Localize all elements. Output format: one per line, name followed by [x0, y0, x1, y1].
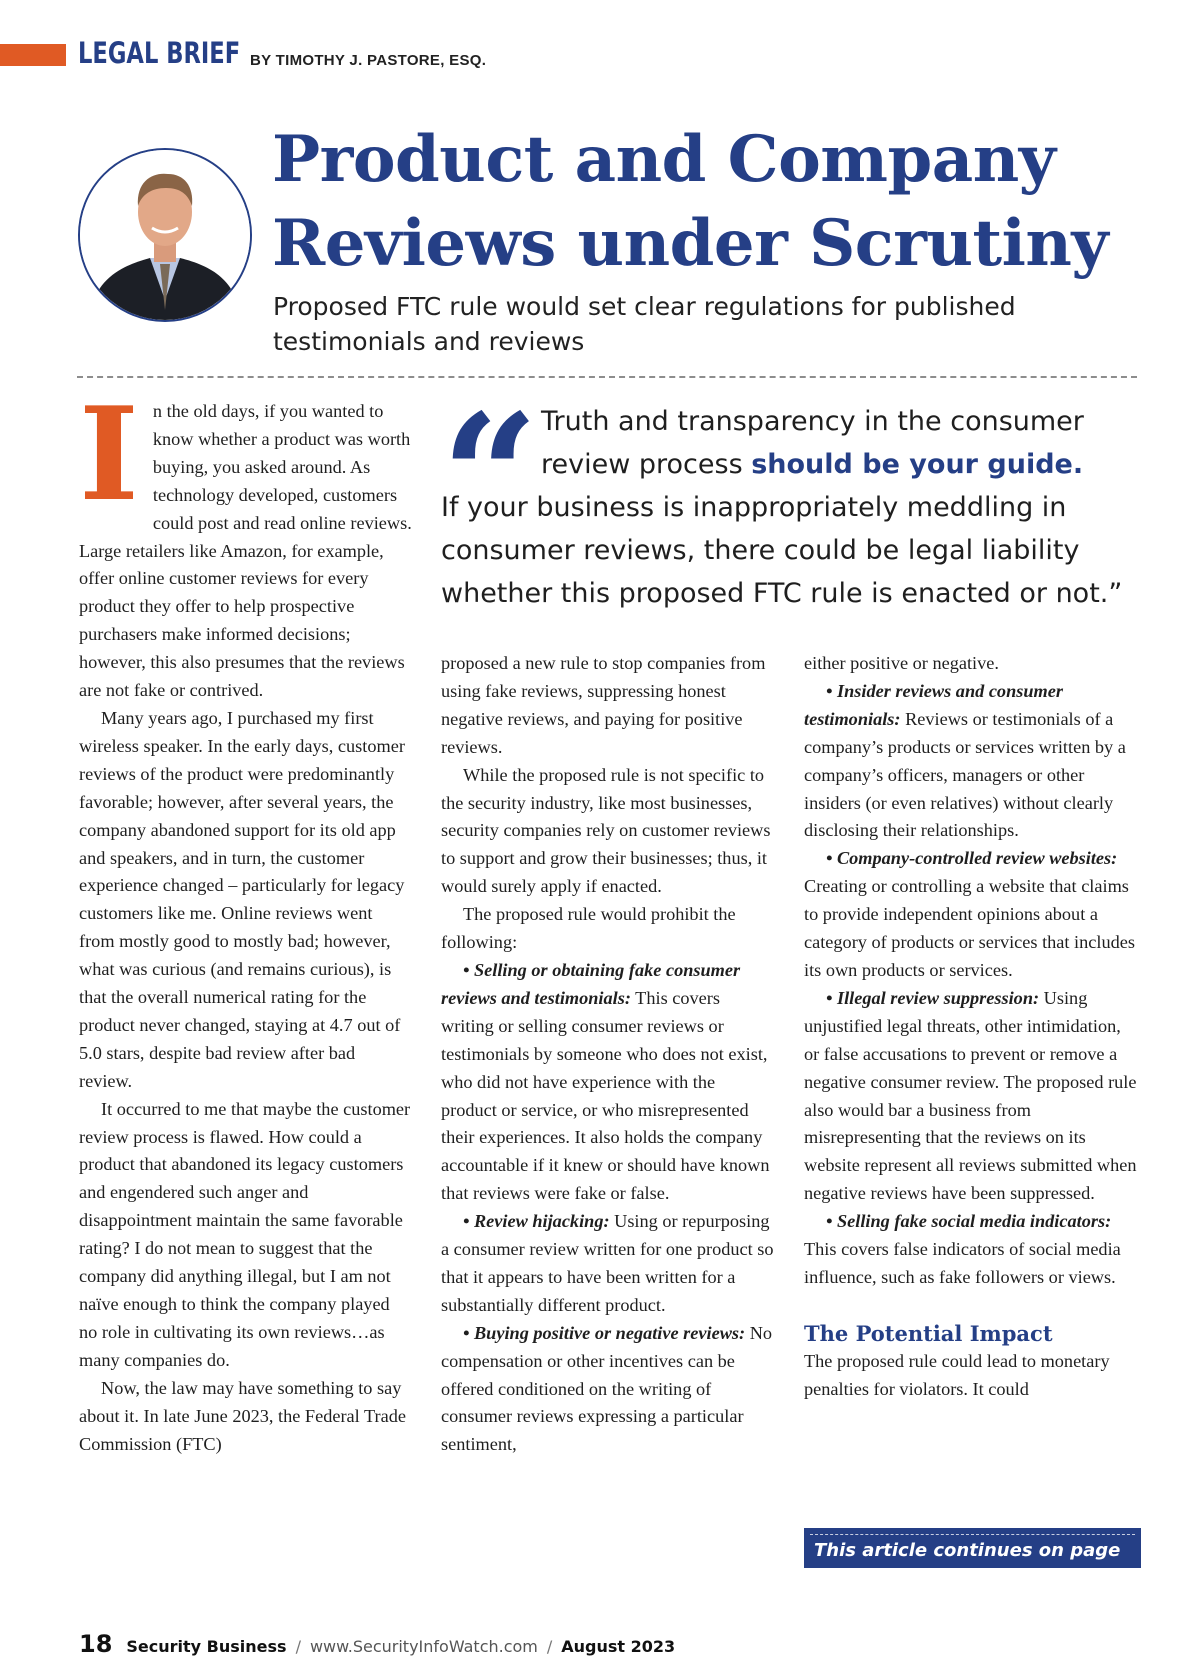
bullet-text: This covers false indicators of social media influence, such as fake followers or views. — [804, 1239, 1121, 1287]
bullet-text: Creating or controlling a website that claims to provide independent opinions about a category of products or services that includes its own products or services. — [804, 876, 1135, 980]
article-column-1 — [79, 380, 412, 1458]
bullet-item — [441, 957, 774, 1208]
paragraph: While the proposed rule is not specific to the security industry, like most businesses, security companies rely on customer reviews to support and grow their businesses; thus, it would surely apply if enacted. — [441, 764, 771, 897]
article-subtitle: Proposed FTC rule would set clear regulations for published testimonials and reviews — [273, 292, 1016, 356]
bullet-item — [441, 1320, 774, 1460]
paragraph: proposed a new rule to stop companies from using fake reviews, suppressing honest negative reviews, and paying for positive reviews. — [441, 653, 766, 757]
pull-quote-emphasis: should be your guide. — [751, 449, 1084, 480]
paragraph: The proposed rule would prohibit the following: — [441, 904, 736, 953]
article-title — [272, 118, 1172, 286]
bullet-text: This covers writing or selling consumer reviews or testimonials by someone who does not exist, who did not have experience with the product or service, or who misrepresented their experiences. It also holds the company accountable if it knew or should have known that reviews were fake or false. — [441, 987, 770, 1204]
article-column-3 — [804, 650, 1140, 1404]
bullet-item — [804, 845, 1140, 985]
author-photo — [78, 148, 252, 322]
website-url[interactable]: www.SecurityInfoWatch.com — [309, 1637, 538, 1656]
bullet-lead: • Illegal review suppression: — [826, 987, 1040, 1008]
pull-quote-text: If your business is inappropriately meddling in consumer reviews, there could be legal liability whether this proposed FTC rule is enacted or not.” — [441, 492, 1123, 609]
bullet-lead: • Insider reviews and consumer testimonials: — [804, 680, 1063, 729]
bullet-item — [804, 1208, 1140, 1292]
section-heading: The Potential Impact — [804, 1320, 1053, 1346]
footer-separator: / — [546, 1637, 553, 1656]
section-label: LEGAL BRIEF — [78, 36, 241, 70]
bullet-item — [441, 1208, 774, 1320]
title-line-2: Reviews under Scrutiny — [272, 206, 1109, 281]
page-footer — [79, 1630, 675, 1658]
bullet-lead: • Company-controlled review websites: — [826, 848, 1118, 869]
paragraph: The proposed rule could lead to monetary penalties for violators. It could — [804, 1350, 1110, 1399]
bullet-lead: • Review hijacking: — [463, 1211, 610, 1232]
issue-date: August 2023 — [561, 1637, 676, 1656]
article-column-2 — [441, 650, 774, 1459]
bullet-text: No compensation or other incentives can be offered conditioned on the writing of consumer reviews expressing a particular sentiment, — [441, 1322, 773, 1455]
bullet-item — [804, 985, 1140, 1208]
footer-separator: / — [295, 1637, 301, 1656]
title-line-1: Product and Company — [272, 122, 1056, 197]
accent-bar — [0, 44, 66, 66]
author-portrait-image — [80, 150, 250, 320]
paragraph: Now, the law may have something to say about it. In late June 2023, the Federal Trade Commission (FTC) — [79, 1377, 406, 1454]
divider — [77, 376, 1137, 378]
quote-mark-icon: “ — [441, 377, 539, 577]
pull-quote-text: review process — [541, 449, 752, 480]
pull-quote-line — [441, 443, 1161, 486]
bullet-lead: • Selling or obtaining fake consumer reviews and testimonials: — [441, 959, 741, 1008]
drop-cap: I — [79, 380, 139, 530]
paragraph: Many years ago, I purchased my first wireless speaker. In the early days, customer reviews of the product were predominantly favorable; however, after several years, the company abandoned support for its old app and speakers, and in turn, the customer experience changed – particularly for legacy customers like me. Online reviews went from mostly good to mostly bad; however, what was curious (and remains curious), is that the overall numerical rating for the product never changed, staying at 4.7 out of 5.0 stars, despite bad review after bad review. — [79, 707, 405, 1091]
bullet-lead: • Selling fake social media indicators: — [826, 1211, 1112, 1232]
pull-quote-line: Truth and transparency in the consumer — [541, 406, 1084, 437]
bullet-text: Reviews or testimonials of a company’s products or services written by a company’s officers, managers or other insiders (or even relatives) without clearly disclosing their relationships. — [804, 708, 1126, 841]
bullet-text: Using or repurposing a consumer review written for one product so that it appears to have been written for a substantially different product. — [441, 1211, 774, 1315]
paragraph: either positive or negative. — [804, 653, 999, 673]
bullet-lead: • Buying positive or negative reviews: — [463, 1322, 746, 1343]
bullet-text: Using unjustified legal threats, other intimidation, or false accusations to prevent or remove a negative consumer review. The proposed rule also would bar a business from misrepresenting that the reviews on its website represent all reviews submitted when negative reviews have been suppressed. — [804, 987, 1137, 1204]
paragraph: n the old days, if you wanted to know whether a product was worth buying, you asked around. As technology developed, customers could post and read online reviews. Large retailers like Amazon, for example, offer online customer reviews for every product they offer to help prospective purchasers make informed decisions; however, this also presumes that the reviews are not fake or contrived. — [79, 401, 412, 701]
byline: BY TIMOTHY J. PASTORE, ESQ. — [250, 52, 487, 69]
bullet-item — [804, 678, 1140, 845]
paragraph: It occurred to me that maybe the customer review process is flawed. How could a product that abandoned its legacy customers and engendered such anger and disappointment maintain the same favorable rating? I do not mean to suggest that the company did anything illegal, but I am not naïve enough to think the company played no role in cultivating its own reviews…as many companies do. — [79, 1098, 411, 1370]
publication-name: Security Business — [126, 1637, 287, 1656]
continued-link[interactable]: This article continues on page 55 — [804, 1528, 1141, 1568]
pull-quote — [441, 377, 1161, 615]
page-number: 18 — [79, 1630, 113, 1658]
